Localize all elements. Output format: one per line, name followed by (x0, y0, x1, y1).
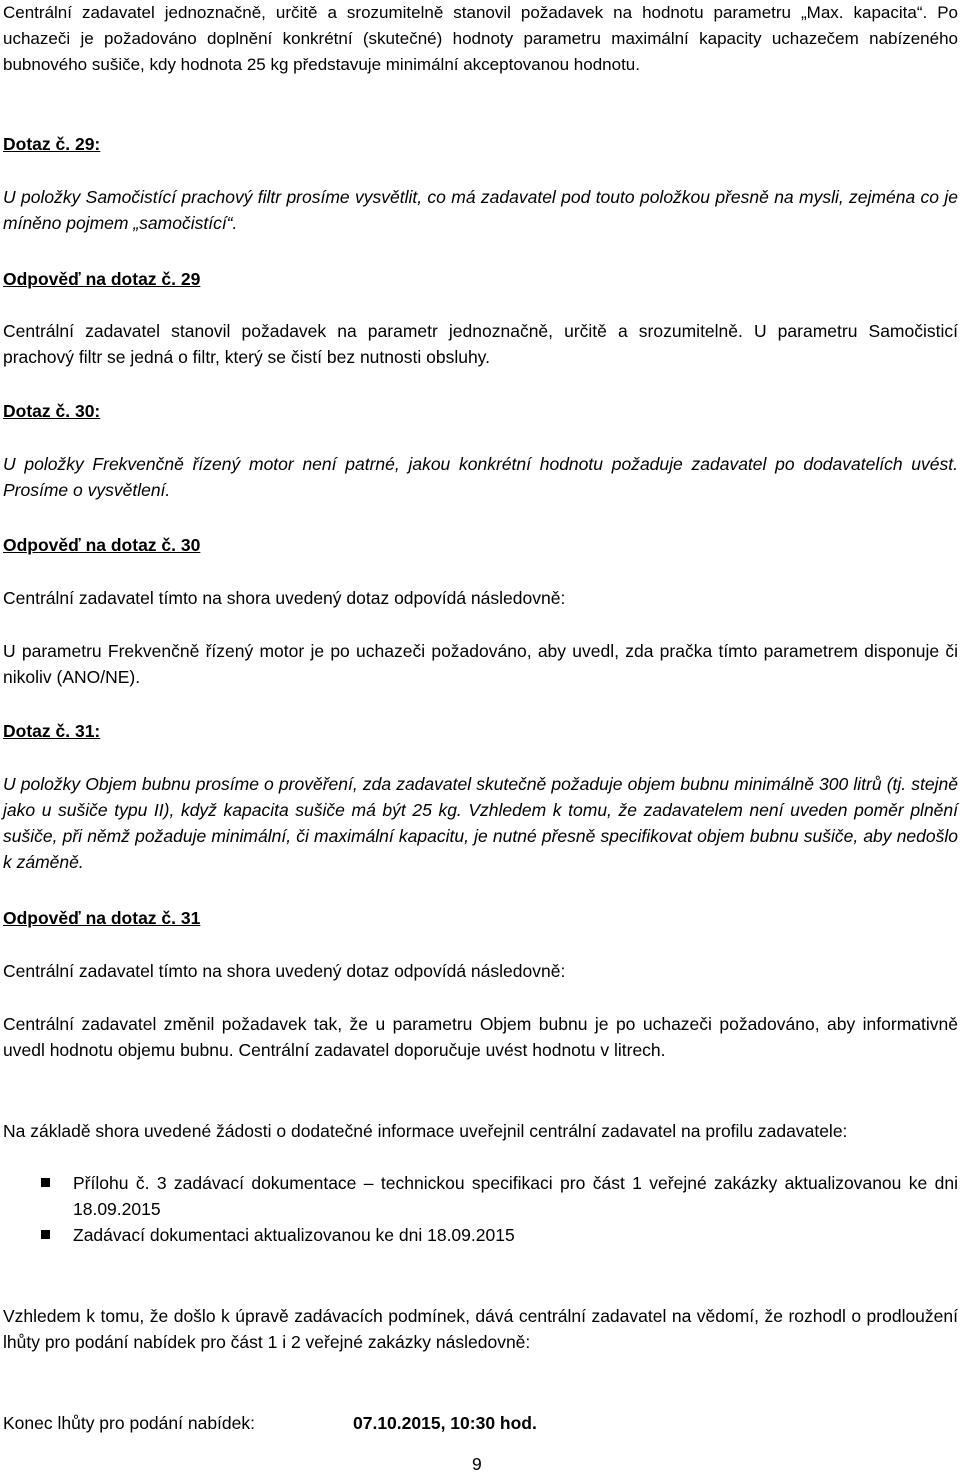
answer-30-heading: Odpověď na dotaz č. 30 (3, 535, 201, 555)
publication-paragraph: Na základě shora uvedené žádosti o dodatečné informace uveřejnil centrální zadavatel na profilu zadavatele: (3, 1121, 848, 1141)
deadline-label: Konec lhůty pro podání nabídek: (3, 1413, 255, 1433)
deadline-value: 07.10.2015, 10:30 hod. (353, 1413, 537, 1433)
list-item (3, 1170, 958, 1222)
answer-30-text: U parametru Frekvenčně řízený motor je po uchazeči požadováno, aby uvedl, zda pračka tímto parametrem disponuje či nikoliv (ANO/NE). (3, 641, 958, 687)
list-item (3, 1222, 958, 1248)
question-29-text: U položky Samočistící prachový filtr prosíme vysvětlit, co má zadavatel pod touto položkou přesně na mysli, zejména co je míněno pojmem „samočistící“. (3, 187, 958, 233)
answer-29-text: Centrální zadavatel stanovil požadavek na parametr jednoznačně, určitě a srozumitelně. U parametru Samočisticí prachový filtr se jedná o filtr, který se čistí bez nutnosti obsluhy. (3, 321, 958, 367)
answer-31-text: Centrální zadavatel změnil požadavek tak, že u parametru Objem bubnu je po uchazeči požadováno, aby informativně uvedl hodnotu objemu bubnu. Centrální zadavatel doporučuje uvést hodnotu v litrech. (3, 1014, 958, 1060)
answer-29-heading: Odpověď na dotaz č. 29 (3, 269, 201, 289)
intro-paragraph: Centrální zadavatel jednoznačně, určitě a srozumitelně stanovil požadavek na hodnotu parametru „Max. kapacita“. Po uchazeči je požadováno doplnění konkrétní (skutečné) hodnoty parametru maximální kapacity uchazečem nabízeného bubnového sušiče, kdy hodnota 25 kg představuje minimální akceptovanou hodnotu. (3, 3, 958, 74)
answer-31-intro: Centrální zadavatel tímto na shora uvedený dotaz odpovídá následovně: (3, 961, 566, 981)
published-documents-list (3, 1170, 958, 1248)
answer-30-intro: Centrální zadavatel tímto na shora uvedený dotaz odpovídá následovně: (3, 588, 566, 608)
bullet-square-icon (41, 1230, 50, 1239)
answer-31-heading: Odpověď na dotaz č. 31 (3, 908, 201, 928)
question-31-heading: Dotaz č. 31: (3, 721, 101, 741)
extension-paragraph: Vzhledem k tomu, že došlo k úpravě zadávacích podmínek, dává centrální zadavatel na vědomí, že rozhodl o prodloužení lhůty pro podání nabídek pro část 1 i 2 veřejné zakázky následovně: (3, 1306, 958, 1352)
bullet-square-icon (41, 1178, 50, 1187)
list-item-text: Zadávací dokumentaci aktualizovanou ke dni 18.09.2015 (73, 1225, 515, 1245)
question-30-text: U položky Frekvenčně řízený motor není patrné, jakou konkrétní hodnotu požaduje zadavatel po dodavatelích uvést. Prosíme o vysvětlení. (3, 454, 958, 500)
list-item-text: Přílohu č. 3 zadávací dokumentace – technickou specifikaci pro část 1 veřejné zakázky aktualizovanou ke dni 18.09.2015 (73, 1173, 958, 1219)
question-29-heading: Dotaz č. 29: (3, 134, 101, 154)
question-31-text: U položky Objem bubnu prosíme o prověření, zda zadavatel skutečně požaduje objem bubnu minimálně 300 litrů (tj. stejně jako u sušiče typu II), když kapacita sušiče má být 25 kg. Vzhledem k tomu, že zadavatelem není uveden poměr plnění sušiče, při němž požaduje minimální, či maximální kapacitu, je nutné přesně specifikovat objem bubnu sušiče, aby nedošlo k záměně. (3, 774, 958, 872)
question-30-heading: Dotaz č. 30: (3, 401, 101, 421)
deadline-row (3, 1410, 537, 1436)
page-number: 9 (472, 1454, 482, 1474)
